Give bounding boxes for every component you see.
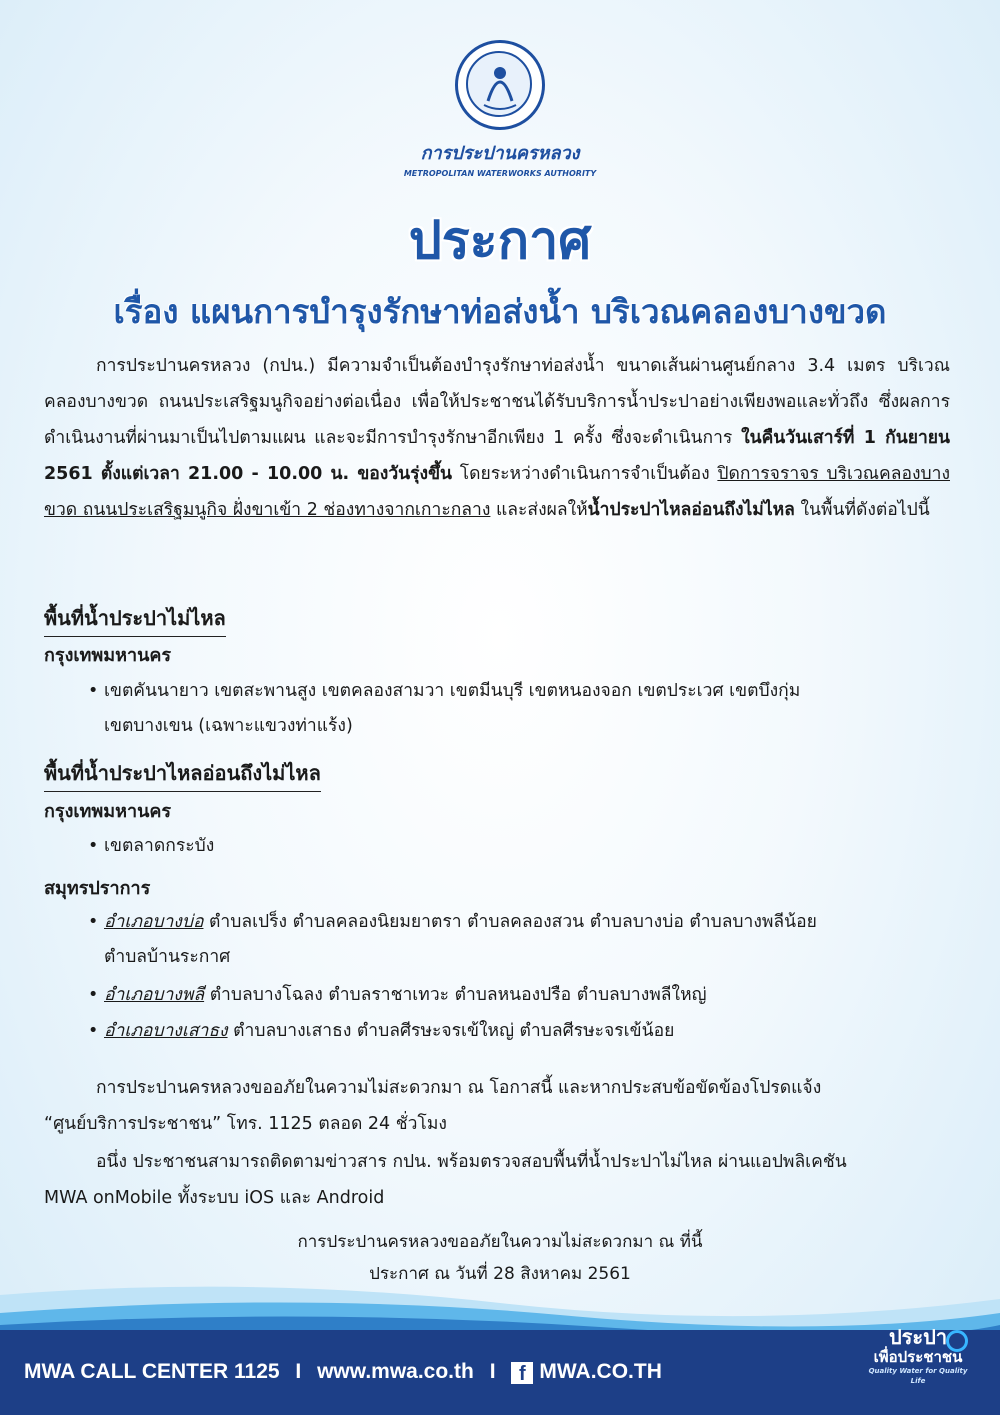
intro-text-4: ในพื้นที่ดังต่อไปนี้ <box>800 500 930 520</box>
list-item: • อำเภอบางเสาธง ตำบลบางเสาธง ตำบลศีรษะจรเข้ใหญ่ ตำบลศีรษะจรเข้น้อย <box>88 1021 675 1041</box>
water-drop-icon <box>946 1330 968 1352</box>
no-water-districts-line-1: เขตคันนายาว เขตสะพานสูง เขตคลองสามวา เขตมีนบุรี เขตหนองจอก เขตประเวศ เขตบึงกุ่ม <box>104 681 801 701</box>
app-line-2: MWA onMobile ทั้งระบบ iOS และ Android <box>44 1188 385 1208</box>
closing-line-1: การประปานครหลวงขออภัยในความไม่สะดวกมา ณ ที่นี้ <box>297 1232 703 1252</box>
badge-line-2: เพื่อประชาชน <box>873 1348 963 1366</box>
intro-date-bold: ในคืนวันเสาร์ที่ 1 กันยายน 2561 ตั้งแต่เวลา 21.00 - 10.00 น. ของวันรุ่งขึ้น <box>44 428 950 484</box>
district-name: อำเภอบางบ่อ <box>104 912 204 932</box>
app-paragraph <box>44 1144 950 1180</box>
region-samut-prakan: สมุทรปราการ <box>44 878 151 899</box>
facebook-icon: f <box>511 1362 533 1384</box>
intro-paragraph <box>44 348 950 528</box>
subdistrict-list: ตำบลบางเสาธง ตำบลศีรษะจรเข้ใหญ่ ตำบลศีรษะจรเข้น้อย <box>233 1021 675 1041</box>
announcement-subject: เรื่อง แผนการบำรุงรักษาท่อส่งน้ำ บริเวณคลองบางขวด <box>113 292 887 331</box>
footer-separator: I <box>295 1360 302 1383</box>
apology-line-1: การประปานครหลวงขออภัยในความไม่สะดวกมา ณ โอกาสนี้ และหากประสบข้อขัดข้องโปรดแจ้ง <box>96 1078 822 1098</box>
list-item: • เขตลาดกระบัง <box>88 829 928 864</box>
prapa-badge-logo <box>866 1326 970 1388</box>
mwa-seal-icon <box>455 40 545 130</box>
logo-name-en: METROPOLITAN WATERWORKS AUTHORITY <box>403 169 597 178</box>
list-item: • อำเภอบางบ่อ ตำบลเปร็ง ตำบลคลองนิยมยาตรา ตำบลคลองสวน ตำบลบางบ่อ ตำบลบางพลีน้อย ตำบลบ้านระกาศ <box>88 905 928 975</box>
subdistrict-list: ตำบลบางโฉลง ตำบลราชาเทวะ ตำบลหนองปรือ ตำบลบางพลีใหญ่ <box>209 985 707 1005</box>
section-no-water-heading: พื้นที่น้ำประปาไม่ไหล <box>44 602 226 637</box>
badge-line-3: Quality Water for Quality Life <box>868 1367 968 1385</box>
intro-effect-bold: น้ำประปาไหลอ่อนถึงไม่ไหล <box>587 500 795 520</box>
region-bangkok-2: กรุงเทพมหานคร <box>44 801 172 822</box>
page-title: ประกาศ <box>408 211 592 271</box>
footer-separator: I <box>489 1360 496 1383</box>
low-water-bangkok-district: เขตลาดกระบัง <box>104 836 215 856</box>
app-line-1: อนึ่ง ประชาชนสามารถติดตามข่าวสาร กปน. พร้อมตรวจสอบพื้นที่น้ำประปาไม่ไหล ผ่านแอปพลิเคชัน <box>96 1152 847 1172</box>
subdistrict-list: ตำบลเปร็ง ตำบลคลองนิยมยาตรา ตำบลคลองสวน ตำบลบางบ่อ ตำบลบางพลีน้อย <box>209 912 817 932</box>
district-name: อำเภอบางเสาธง <box>104 1021 228 1041</box>
apology-paragraph <box>44 1070 950 1106</box>
website-link[interactable]: www.mwa.co.th <box>317 1360 474 1383</box>
intro-road-closure: ปิดการจราจร บริเวณคลองบางขวด ถนนประเสริฐมนูกิจ ฝั่งขาเข้า 2 ช่องทางจากเกาะกลาง <box>44 464 950 520</box>
apology-contact: “ศูนย์บริการประชาชน” โทร. 1125 ตลอด 24 ชั่วโมง <box>44 1114 447 1134</box>
subdistrict-list-cont: ตำบลบ้านระกาศ <box>104 947 231 967</box>
list-item: • อำเภอบางพลี ตำบลบางโฉลง ตำบลราชาเทวะ ตำบลหนองปรือ ตำบลบางพลีใหญ่ <box>88 985 707 1005</box>
intro-text-3: และส่งผลให้ <box>495 500 588 520</box>
announcement-date: ประกาศ ณ วันที่ 28 สิงหาคม 2561 <box>369 1264 631 1284</box>
facebook-link[interactable]: MWA.CO.TH <box>539 1360 662 1383</box>
no-water-districts-line-2: เขตบางเขน (เฉพาะแขวงท่าแร้ง) <box>104 716 353 736</box>
mwa-logo <box>0 40 1000 178</box>
region-bangkok-1: กรุงเทพมหานคร <box>44 645 172 666</box>
call-center-label: MWA CALL CENTER 1125 <box>24 1360 280 1383</box>
badge-line-1: ประปา <box>888 1325 948 1349</box>
logo-name-th: การประปานครหลวง <box>420 143 580 164</box>
section-low-water-heading: พื้นที่น้ำประปาไหลอ่อนถึงไม่ไหล <box>44 757 321 792</box>
list-item: • เขตคันนายาว เขตสะพานสูง เขตคลองสามวา เขตมีนบุรี เขตหนองจอก เขตประเวศ เขตบึงกุ่ม เขตบางเขน (เฉพาะแขวงท่าแร้ง) <box>88 674 928 744</box>
intro-text-1: การประปานครหลวง (กปน.) มีความจำเป็นต้องบำรุงรักษาท่อส่งน้ำ ขนาดเส้นผ่านศูนย์กลาง 3.4 เมตร บริเวณคลองบางขวด ถนนประเสริฐมนูกิจอย่างต่อเนื่อง เพื่อให้ประชาชนได้รับบริการน้ำประปาอย่างเพียงพอและทั่วถึง ซึ่งผลการดำเนินงานที่ผ่านมาเป็นไปตามแผน และจะมีการบำรุงรักษาอีกเพียง 1 ครั้ง ซึ่งจะดำเนินการ <box>44 356 950 448</box>
footer-contact <box>24 1360 662 1384</box>
district-name: อำเภอบางพลี <box>104 985 205 1005</box>
intro-text-2: โดยระหว่างดำเนินการจำเป็นต้อง <box>459 464 710 484</box>
